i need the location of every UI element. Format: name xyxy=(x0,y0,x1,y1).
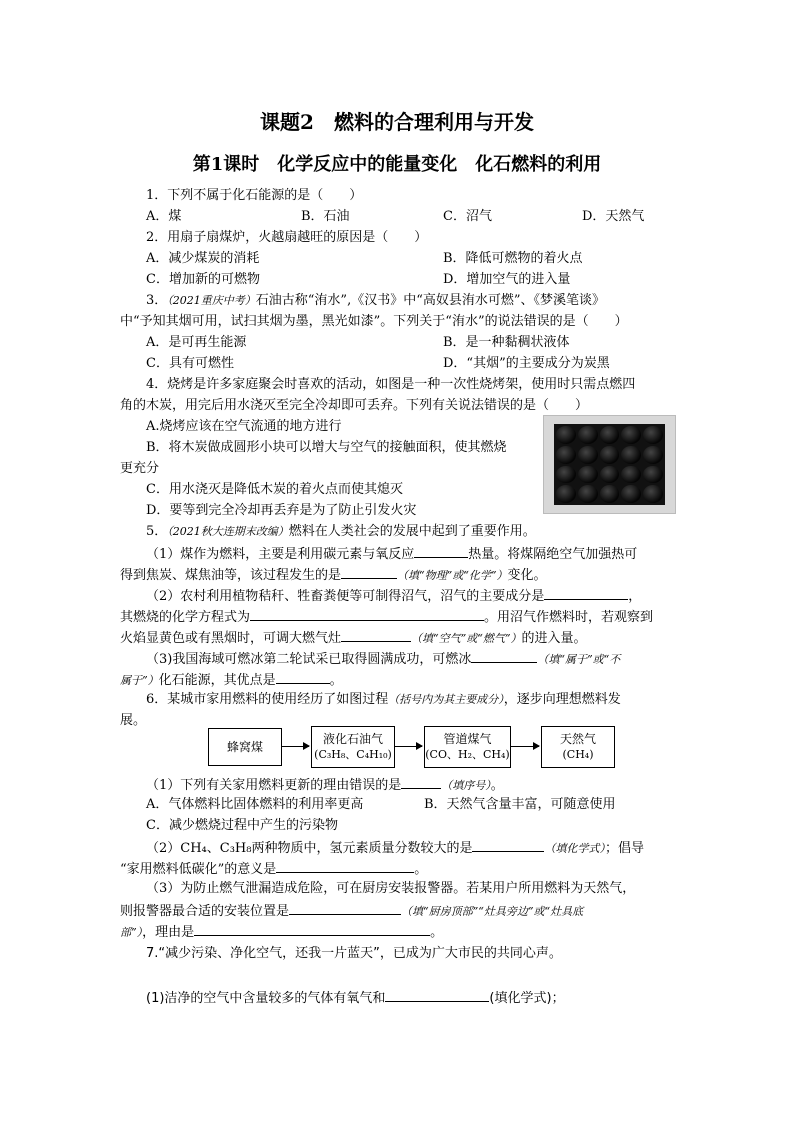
q6-part1-blank[interactable] xyxy=(401,775,441,789)
q5-part1-text-c: 得到焦炭、煤焦油等，该过程发生的是 xyxy=(120,568,342,583)
flow-box-pipeline-gas-label: 管道煤气 xyxy=(443,732,492,746)
q1-option-b: B．石油 xyxy=(301,209,350,224)
q6-stem-text-b: ，逐步向理想燃料发 xyxy=(503,692,621,707)
q6-part1-note: （填序号） xyxy=(441,779,491,792)
q7-part1-text-b: (填化学式)； xyxy=(489,991,565,1006)
q7-stem: 7.“减少污染、净化空气，还我一片蓝天”，已成为广大市民的共同心声。 xyxy=(146,946,562,961)
charcoal-piece xyxy=(643,466,663,484)
q6-part2-line2 xyxy=(120,859,427,879)
flow-box-lpg-label: 液化石油气 xyxy=(322,732,383,746)
q5-part2-blank1[interactable] xyxy=(544,586,628,600)
q6-part2-text-b: ；倡导 xyxy=(604,841,644,856)
q4-stem-line1: 4．烧烤是许多家庭聚会时喜欢的活动，如图是一种一次性烧烤架，使用时只需点燃四 xyxy=(146,377,636,392)
q4-option-b-line1: B．将木炭做成圆形小块可以增大与空气的接触面积，使其燃烧 xyxy=(146,440,507,455)
q5-part2-text-d: 。用沼气作燃料时，若观察到 xyxy=(484,610,654,625)
q1-option-a: A．煤 xyxy=(146,209,182,224)
flow-box-pipeline-gas-formula: (CO、H₂、CH₄) xyxy=(425,748,510,761)
lesson-subtitle: 第1课时 化学反应中的能量变化 化石燃料的利用 xyxy=(192,154,602,175)
q6-part2-blank2[interactable] xyxy=(276,859,414,873)
q6-part1-text-b: 。 xyxy=(490,778,504,793)
q5-stem-text: 燃料在人类社会的发展中起到了重要作用。 xyxy=(288,524,536,539)
charcoal-piece xyxy=(621,446,641,464)
charcoal-piece xyxy=(600,466,620,484)
flow-box-natural-gas-formula: (CH₄) xyxy=(562,748,594,761)
charcoal-piece xyxy=(556,485,576,503)
q5-part1-text-d: 变化。 xyxy=(507,568,547,583)
q1-option-c: C．沼气 xyxy=(443,209,492,224)
q5-part3-note2: 属于”） xyxy=(120,674,159,687)
q3-stem-text: 石油古称“洧水”,《汉书》中“高奴县洧水可燃”、《梦溪笔谈》 xyxy=(255,293,605,308)
q5-part1-blank1[interactable] xyxy=(414,544,468,558)
charcoal-piece xyxy=(600,446,620,464)
q5-part2-text-a: （2）农村利用植物秸秆、牲畜粪便等可制得沼气，沼气的主要成分是 xyxy=(146,589,545,604)
q5-part3-blank2[interactable] xyxy=(276,670,330,684)
q6-part3-text-c: ，理由是 xyxy=(142,925,195,940)
charcoal-piece xyxy=(643,426,663,444)
charcoal-piece xyxy=(556,466,576,484)
charcoal-piece xyxy=(600,485,620,503)
q5-part1-line2 xyxy=(120,565,547,585)
charcoal-piece xyxy=(556,446,576,464)
q6-part2-note: （填化学式） xyxy=(544,842,605,855)
charcoal-piece xyxy=(621,426,641,444)
q6-part3-line1: （3）为防止燃气泄漏造成危险，可在厨房安装报警器。若某用户所用燃料为天然气， xyxy=(146,881,636,896)
charcoal-piece xyxy=(643,485,663,503)
q3-option-c: C．具有可燃性 xyxy=(146,356,234,371)
q6-part3-line3 xyxy=(120,922,443,942)
q6-part3-line2 xyxy=(120,901,583,921)
q6-part1 xyxy=(146,775,504,795)
q5-part3-line1 xyxy=(146,649,620,669)
q6-part1-option-c: C．减少燃烧过程中产生的污染物 xyxy=(146,818,338,833)
q6-part1-option-a: A．气体燃料比固体燃料的利用率更高 xyxy=(146,797,364,812)
q6-part2-text-d: 。 xyxy=(414,862,428,877)
charcoal-piece xyxy=(600,426,620,444)
charcoal-piece xyxy=(621,485,641,503)
q2-option-c: C．增加新的可燃物 xyxy=(146,272,260,287)
q6-part3-blank1[interactable] xyxy=(289,901,401,915)
charcoal-piece xyxy=(621,466,641,484)
grill-photo xyxy=(543,415,676,514)
charcoal-piece xyxy=(578,446,598,464)
q6-part3-note1: （填“厨房顶部”“灶具旁边”或“灶具底 xyxy=(401,905,584,918)
charcoal-grid xyxy=(554,424,665,505)
charcoal-piece xyxy=(643,446,663,464)
q6-part1-option-b: B．天然气含量丰富，可随意使用 xyxy=(424,797,616,812)
flow-box-natural-gas xyxy=(541,726,615,768)
q6-part1-text-a: （1）下列有关家用燃料更新的理由错误的是 xyxy=(146,778,402,793)
q5-part3-note1: （填“属于”或“不 xyxy=(537,653,621,666)
charcoal-piece xyxy=(578,485,598,503)
q5-part2-blank2[interactable] xyxy=(250,607,484,621)
q6-part3-note2: 部”） xyxy=(120,926,143,939)
q5-part2-line2 xyxy=(120,607,653,627)
q3-option-b: B．是一种黏稠状液体 xyxy=(443,335,570,350)
q1-stem: 1．下列不属于化石能源的是（ ） xyxy=(146,188,363,203)
q5-part2-blank3[interactable] xyxy=(341,628,411,642)
q3-option-d: D．“其烟”的主要成分为炭黑 xyxy=(443,356,610,371)
q2-option-a: A．减少煤炭的消耗 xyxy=(146,251,260,266)
q5-part3-line2 xyxy=(120,670,343,690)
q1-option-d: D．天然气 xyxy=(582,209,645,224)
q5-part3-blank1[interactable] xyxy=(471,649,537,663)
q6-part2-text-a: （2）CH₄、C₃H₈两种物质中，氢元素质量分数较大的是 xyxy=(146,841,473,856)
flow-arrow-3 xyxy=(510,746,539,747)
q5-part1-note: （填“物理”或“化学”） xyxy=(397,569,508,582)
q7-part1 xyxy=(146,988,565,1008)
q7-part1-text-a: (1)洁净的空气中含量较多的气体有氧气和 xyxy=(146,991,386,1006)
q7-part1-blank[interactable] xyxy=(385,988,489,1002)
q3-stem-line2: 中“予知其烟可用，试扫其烟为墨，黑光如漆”。下列关于“洧水”的说法错误的是（ ） xyxy=(120,314,628,329)
q5-part1-line1 xyxy=(146,544,637,564)
q5-part2-text-e: 火焰显黄色或有黑烟时，可调大燃气灶 xyxy=(120,631,342,646)
q6-part3-text-b: 则报警器最合适的安装位置是 xyxy=(120,904,290,919)
q4-option-a: A.烧烤应该在空气流通的地方进行 xyxy=(146,419,342,434)
q5-part1-text-b: 热量。将煤隔绝空气加强热可 xyxy=(468,547,638,562)
q5-part3-text-b: 化石能源，其优点是 xyxy=(158,673,276,688)
q5-part1-blank2[interactable] xyxy=(341,565,397,579)
q6-part2-line1 xyxy=(146,838,644,858)
charcoal-piece xyxy=(578,426,598,444)
q3-number: 3． xyxy=(146,293,168,308)
lesson-title: 课题2 燃料的合理利用与开发 xyxy=(260,110,534,134)
charcoal-piece xyxy=(556,426,576,444)
q6-part2-blank1[interactable] xyxy=(472,838,544,852)
q6-stem-note: （括号内为其主要成分） xyxy=(388,693,504,706)
q5-part2-text-f: 的进入量。 xyxy=(521,631,587,646)
flow-box-honeycomb-coal xyxy=(208,728,282,766)
flow-box-natural-gas-label: 天然气 xyxy=(559,732,596,746)
q5-part2-text-b: ， xyxy=(628,589,642,604)
q5-part1-text-a: （1）煤作为燃料，主要是利用碳元素与氧反应 xyxy=(146,547,415,562)
q6-part3-text-d: 。 xyxy=(430,925,444,940)
q3-source: （2021重庆中考） xyxy=(167,294,256,307)
q4-option-d: D．要等到完全冷却再丢弃是为了防止引发火灾 xyxy=(146,503,417,518)
q6-part2-text-c: “家用燃料低碳化”的意义是 xyxy=(120,862,277,877)
q4-stem-line2: 角的木炭，用完后用水浇灭至完全冷却即可丢弃。下列有关说法错误的是（ ） xyxy=(120,398,589,413)
q5-number: 5． xyxy=(146,524,168,539)
flow-box-lpg-formula: (C₃H₈、C₄H₁₀) xyxy=(314,748,392,761)
q6-part3-blank2[interactable] xyxy=(194,922,430,936)
q6-stem-line2: 展。 xyxy=(120,713,147,728)
q6-stem-text-a: 6．某城市家用燃料的使用经历了如图过程 xyxy=(146,692,389,707)
q5-part2-line3 xyxy=(120,628,587,648)
q2-stem: 2．用扇子扇煤炉，火越扇越旺的原因是（ ） xyxy=(146,230,428,245)
q2-option-d: D．增加空气的进入量 xyxy=(443,272,571,287)
q5-part2-line1 xyxy=(146,586,641,606)
q3-option-a: A．是可再生能源 xyxy=(146,335,247,350)
q3-stem-line1 xyxy=(146,292,605,310)
q5-part3-text-a: （3)我国海域可燃冰第二轮试采已取得圆满成功，可燃冰 xyxy=(146,652,472,667)
q5-part2-text-c: 其燃烧的化学方程式为 xyxy=(120,610,251,625)
q5-part2-note: （填“空气”或“燃气”） xyxy=(411,632,522,645)
q5-source: （2021秋大连期末改编） xyxy=(167,525,289,538)
flow-arrow-1 xyxy=(281,746,309,747)
q5-stem xyxy=(146,523,536,541)
q6-stem-line1 xyxy=(146,691,621,709)
q2-option-b: B．降低可燃物的着火点 xyxy=(443,251,583,266)
q4-option-b-line2: 更充分 xyxy=(120,461,160,476)
flow-box-lpg xyxy=(311,726,395,768)
flow-box-honeycomb-coal-label: 蜂窝煤 xyxy=(226,740,263,754)
q5-part3-text-c: 。 xyxy=(329,673,343,688)
flow-box-pipeline-gas xyxy=(424,726,511,768)
charcoal-piece xyxy=(578,466,598,484)
q4-option-c: C．用水浇灭是降低木炭的着火点而使其熄灭 xyxy=(146,482,403,497)
flow-arrow-2 xyxy=(394,746,422,747)
